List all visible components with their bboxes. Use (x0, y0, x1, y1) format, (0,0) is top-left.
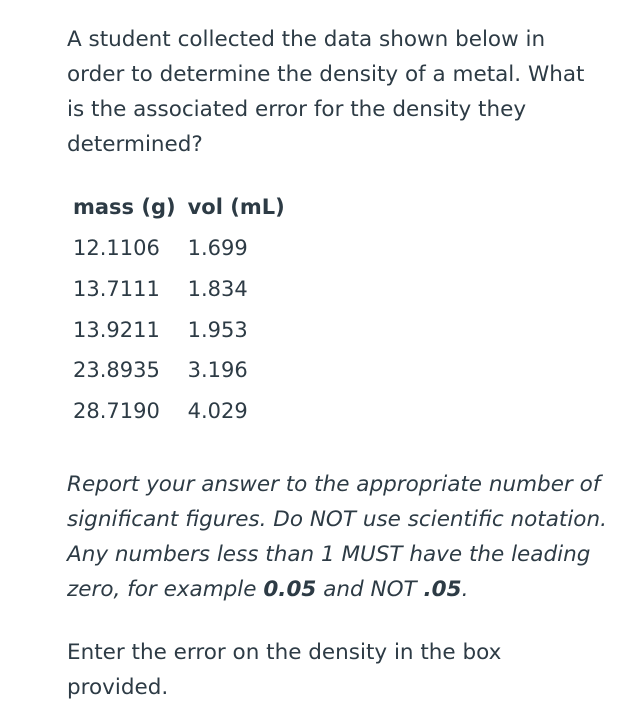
table-row (67, 228, 291, 269)
table-row (67, 309, 291, 350)
mass-cell: 13.7111 (73, 277, 160, 302)
column-header-mass: mass (g) (73, 195, 176, 219)
table-row (67, 269, 291, 310)
mass-cell: 13.9211 (73, 317, 160, 342)
table-row (67, 391, 291, 432)
table-row (67, 350, 291, 391)
example-good: 0.05 (263, 577, 317, 603)
instructions-part3: . (461, 577, 469, 603)
instructions-part2: and NOT (316, 577, 424, 603)
volume-cell: 4.029 (187, 399, 248, 424)
prompt-text: Enter the error on the density in the box provided. (67, 640, 502, 701)
table-header-row (67, 186, 291, 228)
volume-cell: 3.196 (187, 358, 248, 383)
volume-cell: 1.953 (187, 317, 248, 342)
question-text: A student collected the data shown below in order to determine the density of a metal. What is the associated error for the density they determined? (67, 27, 585, 157)
column-header-volume: vol (mL) (187, 195, 285, 219)
example-bad: .05 (423, 577, 462, 603)
mass-cell: 23.8935 (73, 358, 160, 383)
volume-cell: 1.834 (187, 277, 248, 302)
instructions-text (67, 467, 607, 607)
volume-cell: 1.699 (187, 236, 248, 261)
question-content (67, 22, 607, 705)
data-table (67, 186, 291, 431)
mass-cell: 28.7190 (73, 399, 160, 424)
mass-cell: 12.1106 (73, 236, 160, 261)
instructions-part1: Report your answer to the appropriate number of significant figures. Do NOT use scientific notation. Any numbers less than 1 MUST have the leading zero, for example (67, 472, 607, 603)
